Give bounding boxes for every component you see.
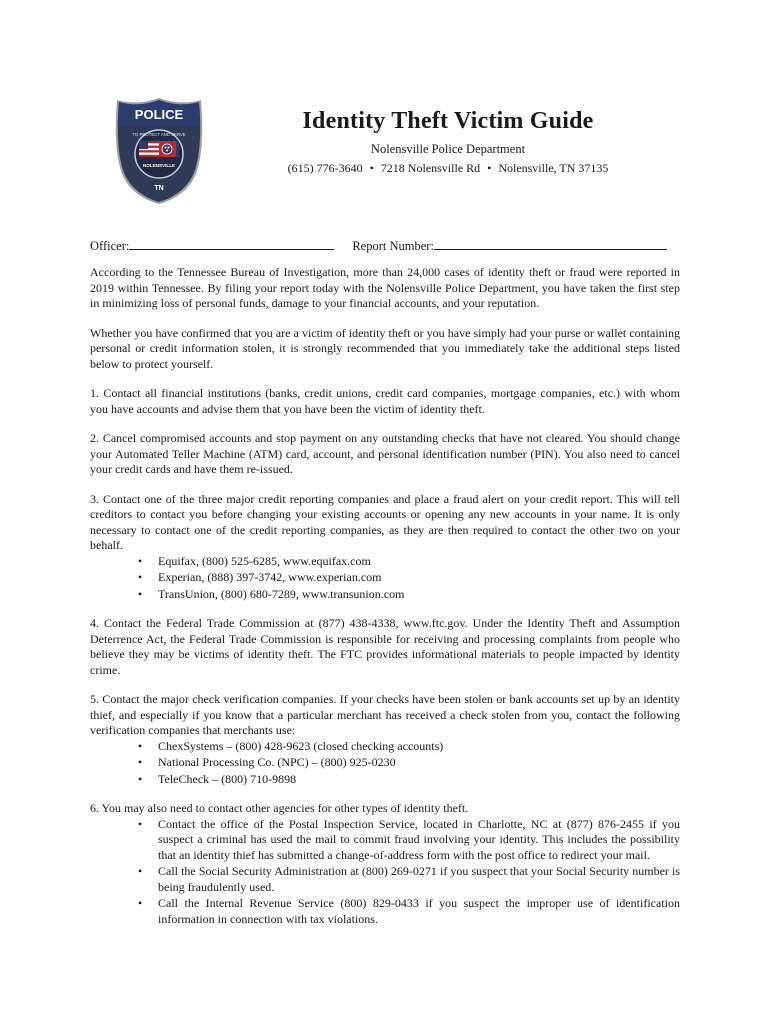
other-agencies-list bbox=[90, 817, 680, 928]
step-2: 2. Cancel compromised accounts and stop payment on any outstanding checks that have not cleared. You should change your Automated Teller Machine (ATM) card, account, and personal identification number (PIN). You also need to cancel your credit cards and have them re-issued. bbox=[90, 431, 680, 476]
list-item: • Call the Internal Revenue Service (800) 829-0433 if you suspect the improper use of identification information in connection with tax violations. bbox=[158, 896, 680, 927]
separator: • bbox=[487, 161, 492, 175]
document-title: Identity Theft Victim Guide bbox=[302, 108, 594, 134]
badge-ring-text: TO PROTECT AND SERVE bbox=[132, 132, 186, 137]
officer-field[interactable] bbox=[90, 237, 352, 254]
check-verification-list bbox=[90, 739, 680, 788]
recommendation-paragraph: Whether you have confirmed that you are a victim of identity theft or you have simply had your purse or wallet containing personal or credit information stolen, it is strongly recommended that you immediately take the additional steps listed below to protect yourself. bbox=[90, 325, 680, 371]
list-item: • ChexSystems – (800) 428-9623 (closed checking accounts) bbox=[158, 739, 680, 755]
list-item: • TeleCheck – (800) 710-9898 bbox=[158, 772, 680, 788]
officer-label: Officer: bbox=[90, 239, 130, 253]
list-item: • National Processing Co. (NPC) – (800) 925-0230 bbox=[158, 755, 680, 771]
officer-blank-line[interactable] bbox=[129, 237, 334, 250]
document-header bbox=[250, 106, 646, 176]
step-6: 6. You may also need to contact other agencies for other types of identity theft. bbox=[90, 801, 469, 815]
step-1: 1. Contact all financial institutions (banks, credit unions, credit card companies, mortgage companies, etc.) with whom you have accounts and advise them that you have been the victim of identity theft. bbox=[90, 386, 680, 416]
department-name: Nolensville Police Department bbox=[370, 142, 526, 156]
list-item: • Call the Social Security Administration at (800) 269-0271 if you suspect that your Social Security number is being fraudulently used. bbox=[158, 864, 680, 895]
badge-state-text: TN bbox=[154, 185, 164, 192]
report-number-blank-line[interactable] bbox=[434, 237, 667, 250]
city-state-zip: Nolensville, TN 37135 bbox=[498, 161, 609, 175]
step-4: 4. Contact the Federal Trade Commission at (877) 438-4338, www.ftc.gov. Under the Identity Theft and Assumption Deterrence Act, the Federal Trade Commission is responsible for receiving and processing complaints from people who believe they may be victims of identity theft. The FTC provides informational materials to people impacted by identity crime. bbox=[90, 616, 680, 677]
list-item: • TransUnion, (800) 680-7289, www.transunion.com bbox=[158, 587, 680, 603]
phone-number: (615) 776-3640 bbox=[287, 161, 363, 175]
report-fields bbox=[90, 237, 667, 254]
document-body bbox=[90, 265, 680, 941]
report-number-label: Report Number: bbox=[352, 239, 434, 253]
intro-paragraph: According to the Tennessee Bureau of Investigation, more than 24,000 cases of identity theft or fraud were reported in 2019 within Tennessee. By filing your report today with the Nolensville Police Department, you have taken the first step in minimizing loss of personal funds, damage to your financial accounts, and your reputation. bbox=[90, 265, 680, 310]
separator: • bbox=[369, 161, 374, 175]
street-address: 7218 Nolensville Rd bbox=[380, 161, 481, 175]
credit-bureau-list bbox=[90, 554, 680, 603]
step-5: 5. Contact the major check verification companies. If your checks have been stolen or bank accounts set up by an identity thief, and especially if you know that a particular merchant has received a check stolen from you, contact the following verification companies that merchants use: bbox=[90, 692, 680, 737]
police-badge-logo bbox=[115, 96, 203, 204]
list-item: • Equifax, (800) 525-6285, www.equifax.com bbox=[158, 554, 680, 570]
report-number-field[interactable] bbox=[352, 237, 667, 254]
badge-bottom-text: NOLENSVILLE bbox=[142, 163, 176, 168]
list-item: • Contact the office of the Postal Inspection Service, located in Charlotte, NC at (877) 876-2455 if you suspect a criminal has used the mail to commit fraud involving your identity. This includes the possibility that an identity thief has submitted a change-of-address form with the post office to redirect your mail. bbox=[158, 817, 680, 864]
step-3: 3. Contact one of the three major credit reporting companies and place a fraud alert on your credit report. This will tell creditors to contact you before changing your existing accounts or opening any new accounts in your name. It is only necessary to contact one of the credit reporting companies, as they are then required to contact the other two on your behalf. bbox=[90, 491, 680, 552]
list-item: • Experian, (888) 397-3742, www.experian.com bbox=[158, 570, 680, 586]
badge-top-text: POLICE bbox=[134, 107, 184, 122]
contact-line bbox=[250, 160, 646, 176]
